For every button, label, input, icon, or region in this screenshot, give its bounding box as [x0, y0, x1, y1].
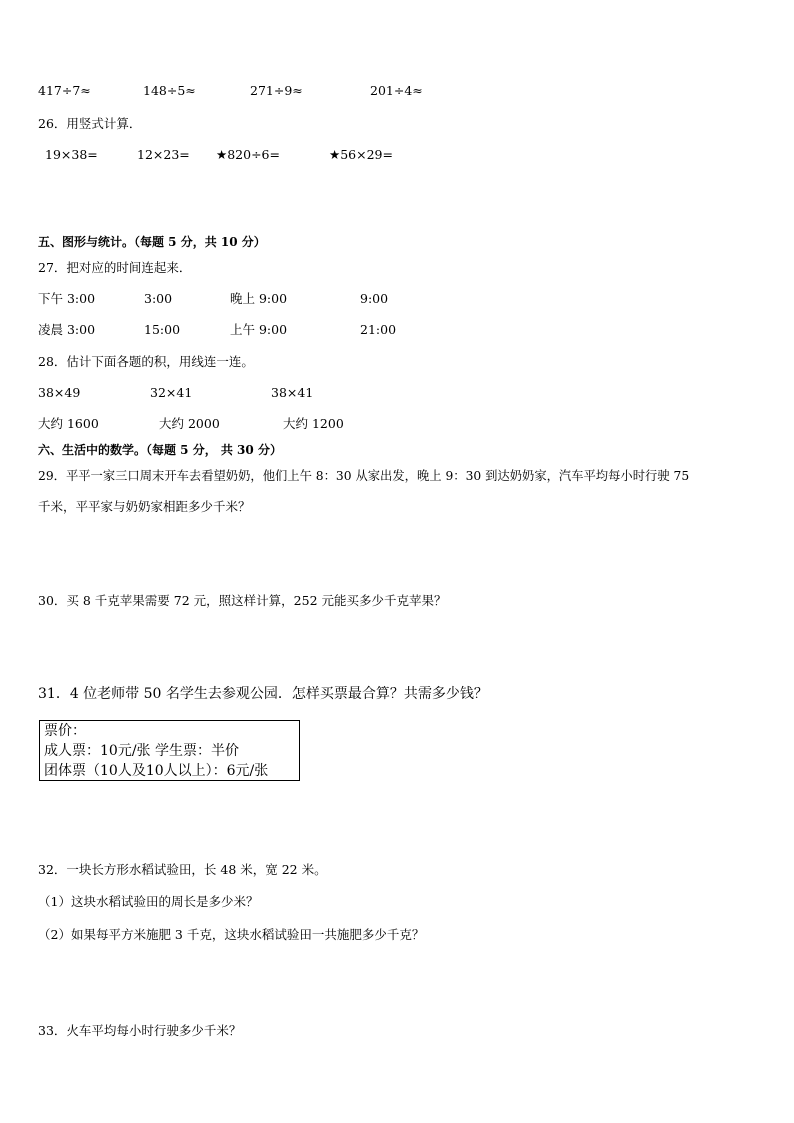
q28-estimate-2: 大约 2000 [159, 416, 220, 431]
q27-row1-item-4: 9:00 [360, 291, 389, 306]
approx-item-1: 417÷7≈ [38, 83, 91, 98]
question-29-line-2: 千米，平平家与奶奶家相距多少千米？ [38, 499, 251, 514]
q28-product-2: 32×41 [150, 385, 193, 400]
q27-row2-item-2: 15:00 [144, 322, 181, 337]
question-32-part-2: （2）如果每平方米施肥 3 千克，这块水稻试验田一共施肥多少千克？ [38, 927, 425, 942]
q27-row2-item-4: 21:00 [360, 322, 397, 337]
section-5-heading: 五、图形与统计。（每题 5 分，共 10 分） [38, 235, 266, 249]
question-26-title: 26．用竖式计算． [38, 116, 142, 131]
q28-product-1: 38×49 [38, 385, 81, 400]
question-27-title: 27．把对应的时间连起来． [38, 260, 192, 275]
q26-item-2: 12×23= [137, 147, 190, 162]
q27-row2-item-1: 凌晨 3:00 [38, 322, 96, 337]
q28-product-3: 38×41 [271, 385, 314, 400]
question-30: 30．买 8 千克苹果需要 72 元，照这样计算，252 元能买多少千克苹果？ [38, 593, 447, 608]
question-31: 31．4 位老师带 50 名学生去参观公园．怎样买票最合算？共需多少钱？ [38, 686, 488, 702]
ticket-price-box [39, 720, 300, 781]
q26-item-1: 19×38= [45, 147, 98, 162]
q28-estimate-3: 大约 1200 [283, 416, 344, 431]
section-6-heading: 六、生活中的数学。（每题 5 分， 共 30 分） [38, 443, 282, 457]
q28-estimate-1: 大约 1600 [38, 416, 99, 431]
q27-row1-item-2: 3:00 [144, 291, 173, 306]
question-33: 33．火车平均每小时行驶多少千米？ [38, 1023, 242, 1038]
approx-item-3: 271÷9≈ [250, 83, 303, 98]
question-28-title: 28．估计下面各题的积，用线连一连。 [38, 354, 254, 369]
q27-row1-item-3: 晚上 9:00 [230, 291, 288, 306]
q27-row2-item-3: 上午 9:00 [230, 322, 288, 337]
ticket-price-group: 团体票（10人及10人以上）：6元/张 [44, 763, 269, 779]
question-32-part-1: （1）这块水稻试验田的周长是多少米？ [38, 894, 259, 909]
question-32: 32．一块长方形水稻试验田，长 48 米，宽 22 米。 [38, 862, 327, 877]
ticket-price-adult-student: 成人票：10元/张 学生票：半价 [44, 743, 239, 759]
q27-row1-item-1: 下午 3:00 [38, 291, 96, 306]
question-29-line-1: 29．平平一家三口周末开车去看望奶奶，他们上午 8：30 从家出发，晚上 9：30 到达奶奶家，汽车平均每小时行驶 75 [38, 469, 690, 483]
ticket-price-label: 票价： [44, 723, 86, 739]
approx-item-4: 201÷4≈ [370, 83, 423, 98]
approx-item-2: 148÷5≈ [143, 83, 196, 98]
q26-item-4: ★56×29= [329, 147, 393, 162]
q26-item-3: ★820÷6= [216, 147, 280, 162]
